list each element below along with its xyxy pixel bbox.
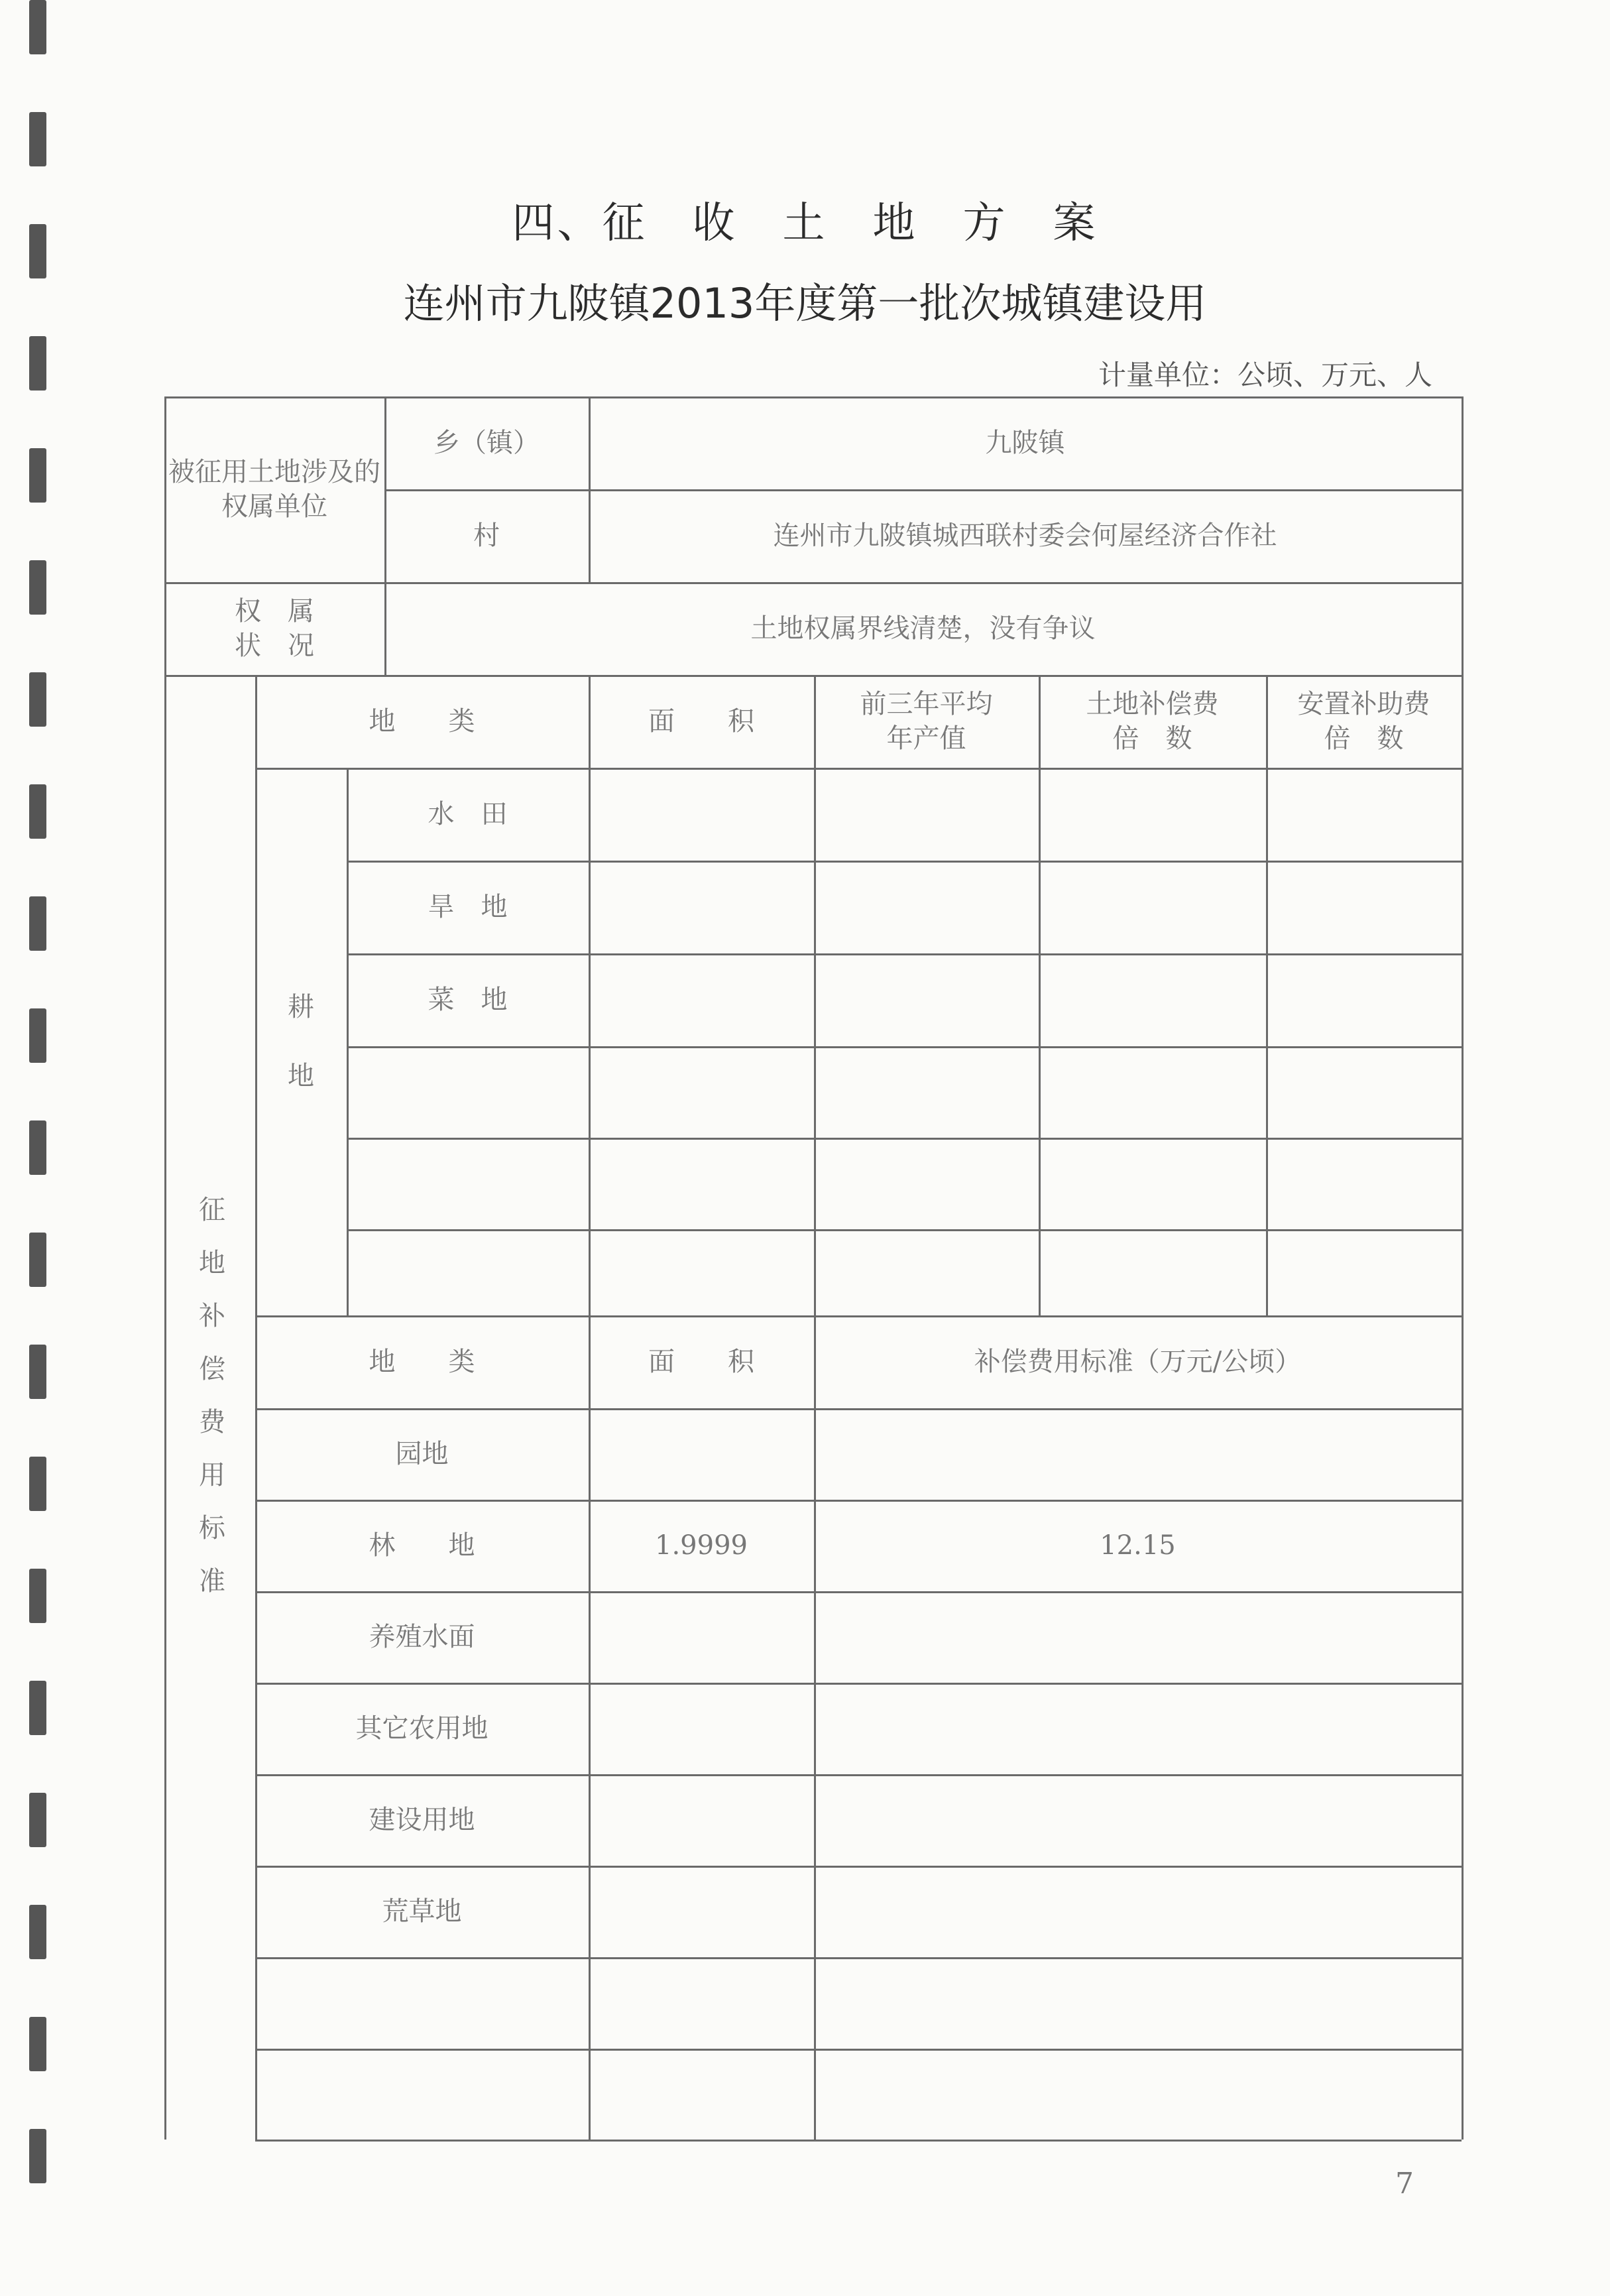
binding-hole: [29, 1120, 46, 1175]
farmland-header-3: 土地补偿费 倍 数: [1086, 689, 1219, 754]
other-land-row-type: 建设用地: [369, 1805, 475, 1835]
table-right-border: [1462, 396, 1464, 2140]
farmland-row-avg-output: [814, 953, 1039, 1046]
farmland-row-avg-output: [814, 1138, 1039, 1229]
other-land-row-standard: [814, 1774, 1462, 1866]
ownership-status-value: 土地权属界线清楚，没有争议: [750, 613, 1096, 644]
other-land-row-area: [589, 1774, 814, 1866]
farmland-row-area: [589, 1046, 814, 1138]
farmland-row-avg-output: [814, 768, 1039, 861]
farmland-header-4: 安置补助费 倍 数: [1297, 689, 1430, 754]
binding-hole: [29, 1008, 46, 1063]
other-land-header-1: 面 积: [648, 1347, 754, 1377]
binding-hole: [29, 1345, 46, 1399]
farmland-row-area: [589, 861, 814, 953]
compensation-standard-label: 征地补偿费用标准: [194, 1195, 225, 1620]
village-label: 村: [473, 520, 500, 551]
farmland-header-1: 面 积: [648, 706, 754, 737]
farmland-row-resettle-multiple: [1266, 1229, 1462, 1315]
farmland-row-avg-output: [814, 1229, 1039, 1315]
binding-hole: [29, 336, 46, 391]
farmland-row-resettle-multiple: [1266, 861, 1462, 953]
binding-hole: [29, 896, 46, 951]
ownership-status-label: 权 属 状 况: [235, 596, 314, 661]
other-land-row-type: [255, 2049, 589, 2140]
other-land-row-standard: [814, 1957, 1462, 2049]
farmland-row-resettle-multiple: [1266, 1046, 1462, 1138]
other-land-row-area: [589, 1591, 814, 1683]
farmland-row-resettle-multiple: [1266, 953, 1462, 1046]
page-title: 四、征 收 土 地 方 案: [512, 199, 1098, 248]
other-land-header-0: 地 类: [369, 1347, 475, 1377]
binding-hole: [29, 672, 46, 727]
farmland-row-land-multiple: [1039, 861, 1266, 953]
binding-hole: [29, 0, 46, 54]
farmland-row-land-multiple: [1039, 1138, 1266, 1229]
other-land-row-type: [255, 1957, 589, 2049]
other-land-row-area: [589, 1866, 814, 1957]
other-land-row-standard: [814, 2049, 1462, 2140]
farmland-row-area: [589, 953, 814, 1046]
farmland-row-avg-output: [814, 1046, 1039, 1138]
farmland-row-type: [347, 1229, 589, 1315]
page-subtitle: 连州市九陂镇2013年度第一批次城镇建设用: [403, 279, 1207, 328]
farmland-group-label: 耕 地: [288, 992, 314, 1091]
other-land-row-area: 1.9999: [655, 1530, 748, 1561]
farmland-row-land-multiple: [1039, 1229, 1266, 1315]
farmland-row-avg-output: [814, 861, 1039, 953]
farmland-row-resettle-multiple: [1266, 768, 1462, 861]
binding-hole: [29, 784, 46, 839]
table-bottom-border: [255, 2140, 1462, 2142]
farmland-header-0: 地 类: [369, 706, 475, 737]
other-land-row-type: 其它农用地: [355, 1713, 489, 1744]
village-value: 连州市九陂镇城西联村委会何屋经济合作社: [773, 520, 1277, 551]
other-land-row-standard: 12.15: [1100, 1530, 1176, 1561]
other-land-row-area: [589, 1683, 814, 1774]
other-land-row-standard: [814, 1591, 1462, 1683]
binding-hole: [29, 560, 46, 615]
farmland-row-type: 水 田: [428, 799, 508, 829]
farmland-row-type: 菜 地: [428, 985, 508, 1015]
page-number: 7: [1395, 2167, 1414, 2201]
farmland-row-land-multiple: [1039, 768, 1266, 861]
binding-hole: [29, 112, 46, 166]
binding-hole: [29, 448, 46, 503]
township-value: 九陂镇: [985, 428, 1065, 458]
other-land-row-standard: [814, 1683, 1462, 1774]
farmland-row-resettle-multiple: [1266, 1138, 1462, 1229]
binding-hole: [29, 1793, 46, 1847]
farmland-row-area: [589, 1229, 814, 1315]
binding-hole: [29, 1457, 46, 1511]
other-land-row-area: [589, 1957, 814, 2049]
farmland-row-area: [589, 768, 814, 861]
farmland-row-type: 旱 地: [428, 892, 508, 922]
other-land-row-type: 林 地: [369, 1530, 475, 1561]
other-land-row-type: 养殖水面: [369, 1622, 475, 1652]
binding-hole: [29, 1681, 46, 1735]
farmland-row-land-multiple: [1039, 1046, 1266, 1138]
farmland-header-2: 前三年平均 年产值: [860, 689, 993, 754]
other-land-row-type: 荒草地: [382, 1896, 462, 1927]
other-land-row-type: 园地: [395, 1439, 449, 1469]
binding-hole: [29, 1233, 46, 1287]
other-land-row-standard: [814, 1408, 1462, 1500]
binding-hole: [29, 1569, 46, 1623]
farmland-row-land-multiple: [1039, 953, 1266, 1046]
farmland-row-type: [347, 1138, 589, 1229]
other-land-row-area: [589, 1408, 814, 1500]
township-label: 乡（镇）: [433, 428, 540, 458]
other-land-row-standard: [814, 1866, 1462, 1957]
binding-hole: [29, 2017, 46, 2071]
unit-line: 计量单位：公顷、万元、人: [1098, 359, 1432, 391]
binding-hole: [29, 1905, 46, 1959]
other-land-row-area: [589, 2049, 814, 2140]
other-land-header-2: 补偿费用标准（万元/公顷）: [974, 1347, 1302, 1377]
ownership-unit-label: 被征用土地涉及的权属单位: [168, 457, 380, 522]
binding-hole: [29, 2129, 46, 2183]
farmland-row-area: [589, 1138, 814, 1229]
farmland-row-type: [347, 1046, 589, 1138]
